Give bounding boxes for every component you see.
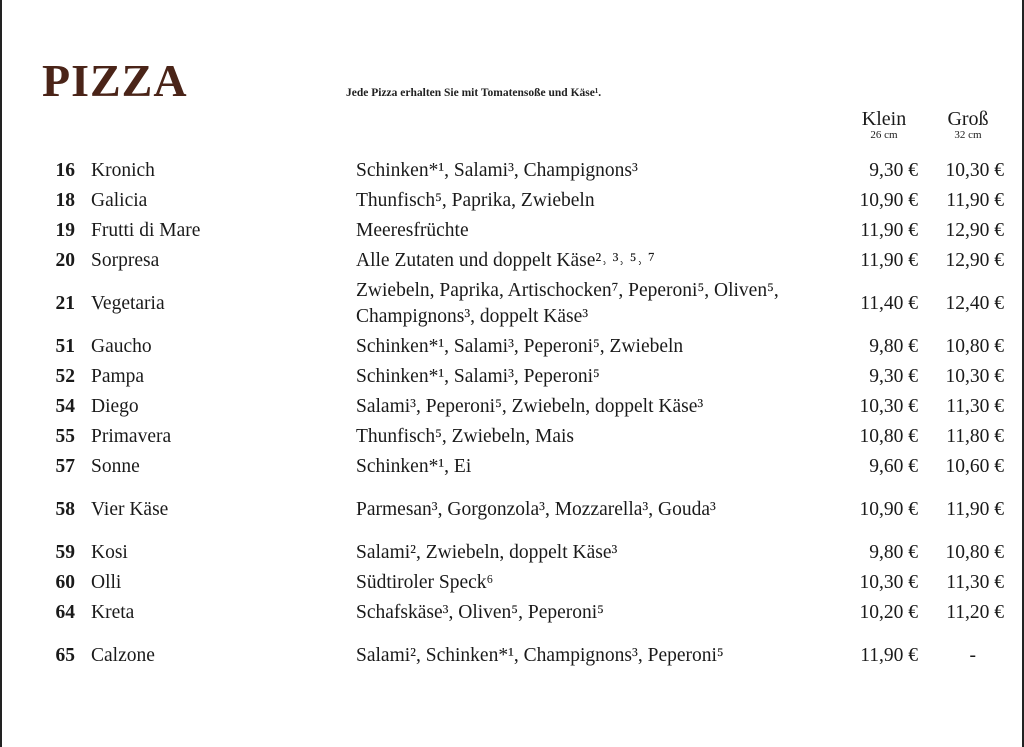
price-small: 11,90 €: [860, 250, 918, 271]
price-large: 10,30 €: [945, 366, 1004, 387]
item-number: 57: [55, 456, 75, 477]
menu-item-row: [0, 628, 1024, 684]
menu-note: Jede Pizza erhalten Sie mit Tomatensoße und Käse¹.: [346, 87, 602, 99]
item-number: 16: [55, 160, 75, 181]
menu-item-row: [0, 246, 1024, 276]
column-small-size: 26 cm: [870, 129, 898, 141]
price-large: -: [969, 645, 976, 666]
price-small: 10,20 €: [859, 602, 918, 623]
item-number: 59: [55, 542, 75, 563]
item-name: Pampa: [91, 366, 145, 387]
column-header-small: [849, 108, 919, 141]
item-ingredients: Thunfisch⁵, Zwiebeln, Mais: [356, 426, 575, 447]
price-large: 10,80 €: [945, 336, 1004, 357]
price-small: 9,30 €: [869, 160, 918, 181]
menu-item-row: [0, 276, 1024, 332]
item-name: Vier Käse: [91, 499, 169, 520]
price-small: 10,30 €: [859, 572, 918, 593]
item-number: 21: [55, 293, 75, 314]
price-large: 11,30 €: [946, 396, 1004, 417]
price-large: 11,90 €: [946, 190, 1004, 211]
item-ingredients: Parmesan³, Gorgonzola³, Mozzarella³, Gouda³: [356, 499, 716, 520]
price-small: 11,90 €: [860, 220, 918, 241]
item-name: Vegetaria: [91, 293, 165, 314]
price-small: 9,30 €: [869, 366, 918, 387]
item-ingredients: Schafskäse³, Oliven⁵, Peperoni⁵: [356, 602, 604, 623]
menu-item-row: [0, 598, 1024, 628]
item-name: Kreta: [91, 602, 135, 623]
price-large: 10,80 €: [945, 542, 1004, 563]
item-number: 60: [55, 572, 75, 593]
item-number: 20: [55, 250, 75, 271]
item-name: Gaucho: [91, 336, 152, 357]
menu-item-row: [0, 482, 1024, 538]
item-name: Primavera: [91, 426, 172, 447]
item-number: 58: [55, 499, 75, 520]
menu-item-row: [0, 156, 1024, 186]
column-small-label: Klein: [861, 108, 907, 130]
item-ingredients: Salami², Zwiebeln, doppelt Käse³: [356, 542, 618, 563]
item-name: Kosi: [91, 542, 128, 563]
column-large-label: Groß: [947, 108, 989, 130]
price-small: 10,90 €: [859, 499, 918, 520]
pizza-list: [0, 156, 1024, 684]
item-ingredients: Salami², Schinken*¹, Champignons³, Peperoni⁵: [356, 645, 724, 666]
item-name: Calzone: [91, 645, 155, 666]
column-large-size: 32 cm: [954, 129, 982, 141]
menu-item-row: [0, 538, 1024, 568]
price-small: 9,60 €: [869, 456, 918, 477]
item-name: Kronich: [91, 160, 155, 181]
price-large: 11,90 €: [946, 499, 1004, 520]
item-ingredients: Schinken*¹, Salami³, Peperoni⁵: [356, 366, 600, 387]
item-ingredients: Südtiroler Speck⁶: [356, 572, 494, 593]
menu-item-row: [0, 186, 1024, 216]
menu-item-row: [0, 392, 1024, 422]
column-header-large: [933, 108, 1003, 141]
item-ingredients: Meeresfrüchte: [356, 220, 469, 241]
price-small: 10,80 €: [859, 426, 918, 447]
price-large: 11,80 €: [946, 426, 1004, 447]
item-name: Galicia: [91, 190, 148, 211]
item-number: 64: [55, 602, 75, 623]
item-ingredients: Schinken*¹, Ei: [356, 456, 472, 477]
item-ingredients: Schinken*¹, Salami³, Peperoni⁵, Zwiebeln: [356, 336, 684, 357]
price-large: 10,30 €: [945, 160, 1004, 181]
item-ingredients: Schinken*¹, Salami³, Champignons³: [356, 160, 638, 181]
item-name: Diego: [91, 396, 139, 417]
price-small: 10,90 €: [859, 190, 918, 211]
item-number: 18: [55, 190, 75, 211]
menu-item-row: [0, 422, 1024, 452]
price-large: 12,90 €: [945, 220, 1004, 241]
menu-item-row: [0, 216, 1024, 246]
price-small: 9,80 €: [869, 542, 918, 563]
menu-item-row: [0, 362, 1024, 392]
price-small: 11,40 €: [860, 293, 918, 314]
item-name: Olli: [91, 572, 122, 593]
item-ingredients: Zwiebeln, Paprika, Artischocken⁷, Peperoni⁵, Oliven⁵, Champignons³, doppelt Käse³: [356, 280, 779, 327]
item-name: Frutti di Mare: [91, 220, 201, 241]
price-large: 11,30 €: [946, 572, 1004, 593]
price-large: 11,20 €: [946, 602, 1004, 623]
price-large: 12,40 €: [945, 293, 1004, 314]
menu-item-row: [0, 568, 1024, 598]
price-large: 10,60 €: [945, 456, 1004, 477]
menu-item-row: [0, 452, 1024, 482]
item-number: 54: [55, 396, 75, 417]
item-ingredients: Thunfisch⁵, Paprika, Zwiebeln: [356, 190, 595, 211]
price-small: 9,80 €: [869, 336, 918, 357]
item-ingredients: Alle Zutaten und doppelt Käse²˒ ³˒ ⁵˒ ⁷: [356, 250, 655, 271]
price-small: 10,30 €: [859, 396, 918, 417]
menu-item-row: [0, 332, 1024, 362]
item-ingredients: Salami³, Peperoni⁵, Zwiebeln, doppelt Käse³: [356, 396, 704, 417]
item-number: 51: [55, 336, 75, 357]
item-number: 55: [55, 426, 75, 447]
item-number: 65: [55, 645, 75, 666]
item-number: 19: [55, 220, 75, 241]
price-small: 11,90 €: [860, 645, 918, 666]
page-title: PIZZA: [42, 55, 188, 106]
price-large: 12,90 €: [945, 250, 1004, 271]
item-name: Sorpresa: [91, 250, 160, 271]
item-number: 52: [55, 366, 75, 387]
item-name: Sonne: [91, 456, 140, 477]
